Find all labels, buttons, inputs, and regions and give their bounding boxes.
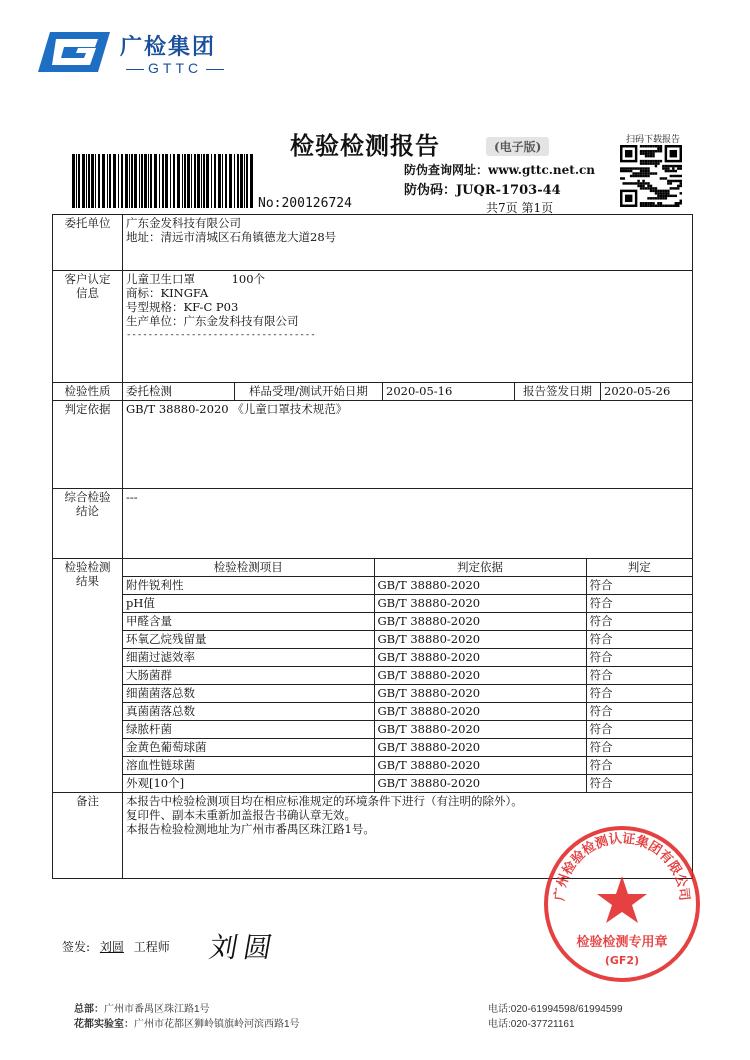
result-row <box>123 739 692 757</box>
client-cell <box>123 215 693 271</box>
result-verdict: 符合 <box>586 739 692 757</box>
report-table <box>52 214 693 879</box>
company-name: 广检集团 <box>120 34 217 59</box>
result-basis: GB/T 38880-2020 <box>374 757 586 775</box>
official-seal-icon <box>542 824 702 984</box>
result-item: 环氧乙烷残留量 <box>123 631 374 649</box>
result-item: 细菌菌落总数 <box>123 685 374 703</box>
nature-value: 委托检测 <box>123 383 235 401</box>
results-cell <box>123 559 693 793</box>
result-basis: GB/T 38880-2020 <box>374 739 586 757</box>
customer-info-label: 客户认定 信息 <box>53 271 123 383</box>
handwritten-signature: 刘圆 <box>206 931 281 964</box>
result-basis: GB/T 38880-2020 <box>374 577 586 595</box>
conclusion-text: --- <box>123 489 693 559</box>
result-item: 外观[10个] <box>123 775 374 793</box>
result-item: 附件锐利性 <box>123 577 374 595</box>
remark-line: 本报告检验检测地址为广州市番禺区珠江路1号。 <box>126 822 375 836</box>
result-item: 真菌菌落总数 <box>123 703 374 721</box>
qr-code-icon[interactable] <box>620 145 682 207</box>
client-address: 地址：清远市清城区石角镇德龙大道28号 <box>126 230 337 244</box>
results-header-row <box>123 559 692 577</box>
page-count: 共7页 第1页 <box>486 201 554 215</box>
product-name: 儿童卫生口罩 <box>126 272 195 286</box>
product-line <box>126 272 689 286</box>
sample-date: 2020-05-16 <box>383 383 515 401</box>
result-basis: GB/T 38880-2020 <box>374 649 586 667</box>
result-verdict: 符合 <box>586 595 692 613</box>
result-row <box>123 631 692 649</box>
result-verdict: 符合 <box>586 721 692 739</box>
brand: 商标：KINGFA <box>126 286 209 300</box>
footer-hq: 总部：广州市番禺区珠江路1号 <box>74 1004 210 1015</box>
result-row <box>123 685 692 703</box>
manufacturer: 生产单位：广东金发科技有限公司 <box>126 314 299 328</box>
result-basis: GB/T 38880-2020 <box>374 595 586 613</box>
header-basis: 判定依据 <box>374 559 586 577</box>
results-label: 检验检测 结果 <box>53 559 123 793</box>
company-abbr: GTTC <box>122 60 228 76</box>
result-row <box>123 613 692 631</box>
result-row <box>123 757 692 775</box>
result-verdict: 符合 <box>586 649 692 667</box>
result-item: pH值 <box>123 595 374 613</box>
result-row <box>123 775 692 793</box>
result-item: 大肠菌群 <box>123 667 374 685</box>
issue-date-label: 报告签发日期 <box>515 383 601 401</box>
result-verdict: 符合 <box>586 577 692 595</box>
result-verdict: 符合 <box>586 667 692 685</box>
result-basis: GB/T 38880-2020 <box>374 775 586 793</box>
result-item: 金黄色葡萄球菌 <box>123 739 374 757</box>
result-row <box>123 721 692 739</box>
signer-title: 工程师 <box>133 940 170 954</box>
stamp-ring-text: 广州检验检测认证集团有限公司 <box>552 831 692 902</box>
result-verdict: 符合 <box>586 631 692 649</box>
result-verdict: 符合 <box>586 685 692 703</box>
header-item: 检验检测项目 <box>123 559 374 577</box>
nature-label: 检验性质 <box>53 383 123 401</box>
remarks-label: 备注 <box>53 793 123 879</box>
gttc-logo-icon <box>36 28 112 76</box>
result-row <box>123 703 692 721</box>
result-item: 细菌过滤效率 <box>123 649 374 667</box>
product-quantity: 100个 <box>231 272 266 286</box>
signer-name: 刘圆 <box>99 940 124 954</box>
sample-date-label: 样品受理/测试开始日期 <box>235 383 383 401</box>
basis-label: 判定依据 <box>53 401 123 489</box>
result-item: 溶血性链球菌 <box>123 757 374 775</box>
verify-code: 防伪码：JUQR-1703-44 <box>404 183 561 198</box>
result-row <box>123 667 692 685</box>
result-row <box>123 649 692 667</box>
footer-phone-2: 电话:020-37721161 <box>488 1019 575 1030</box>
header-verdict: 判定 <box>586 559 692 577</box>
footer-phone-1: 电话:020-61994598/61994599 <box>488 1004 623 1015</box>
result-row <box>123 577 692 595</box>
client-name: 广东金发科技有限公司 <box>126 216 241 230</box>
model: 号型规格：KF-C P03 <box>126 300 239 314</box>
result-item: 甲醛含量 <box>123 613 374 631</box>
result-basis: GB/T 38880-2020 <box>374 721 586 739</box>
barcode-icon <box>70 154 256 208</box>
issue-date: 2020-05-26 <box>601 383 693 401</box>
hq-address: 广州市番禺区珠江路1号 <box>104 1004 210 1015</box>
report-title: 检验检测报告 <box>290 131 440 160</box>
result-basis: GB/T 38880-2020 <box>374 685 586 703</box>
result-basis: GB/T 38880-2020 <box>374 703 586 721</box>
result-basis: GB/T 38880-2020 <box>374 613 586 631</box>
dash-line: ----------------------------------- <box>126 330 316 340</box>
result-verdict: 符合 <box>586 613 692 631</box>
signature-line <box>62 938 170 955</box>
customer-info-cell <box>123 271 693 383</box>
basis-text: GB/T 38880-2020 《儿童口罩技术规范》 <box>123 401 693 489</box>
result-verdict: 符合 <box>586 757 692 775</box>
client-label: 委托单位 <box>53 215 123 271</box>
conclusion-label: 综合检验 结论 <box>53 489 123 559</box>
result-verdict: 符合 <box>586 703 692 721</box>
verify-url: 防伪查询网址：www.gttc.net.cn <box>404 163 596 177</box>
result-basis: GB/T 38880-2020 <box>374 667 586 685</box>
stamp-center-text: 检验检测专用章 <box>576 935 668 950</box>
signature-label: 签发: <box>62 940 91 954</box>
remark-line: 复印件、副本未重新加盖报告书确认章无效。 <box>126 808 356 822</box>
results-table <box>123 559 692 792</box>
result-item: 绿脓杆菌 <box>123 721 374 739</box>
remark-line: 本报告中检验检测项目均在相应标准规定的环境条件下进行（有注明的除外）。 <box>126 794 523 808</box>
result-verdict: 符合 <box>586 775 692 793</box>
electronic-tag: (电子版) <box>486 137 549 156</box>
lab-address: 广州市花都区狮岭镇旗岭河滨西路1号 <box>134 1019 300 1030</box>
stamp-code: (GF2) <box>604 954 640 967</box>
qr-label: 扫码下载报告 <box>626 135 681 145</box>
report-number: No:200126724 <box>258 196 352 211</box>
result-row <box>123 595 692 613</box>
result-basis: GB/T 38880-2020 <box>374 631 586 649</box>
footer-lab: 花都实验室：广州市花都区狮岭镇旗岭河滨西路1号 <box>74 1019 300 1030</box>
